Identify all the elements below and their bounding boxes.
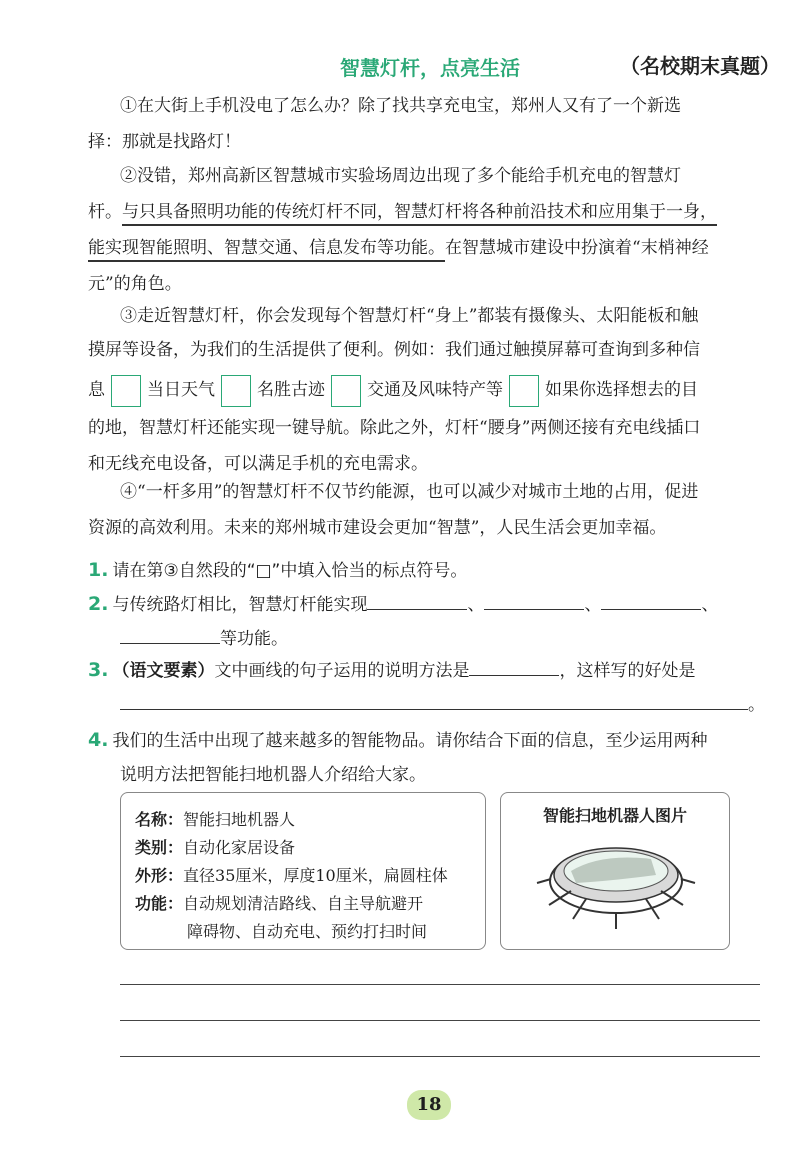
robot-vacuum-icon bbox=[537, 848, 695, 929]
punctuation-box[interactable] bbox=[509, 375, 539, 407]
answer-blank[interactable] bbox=[484, 591, 584, 610]
underlined-sentence: 能实现智能照明、智慧交通、信息发布等功能。 bbox=[88, 238, 445, 262]
question-4 bbox=[88, 726, 707, 751]
question-2 bbox=[88, 590, 718, 615]
text-segment: 在智慧城市建设中扮演着“末梢神经 bbox=[445, 238, 709, 258]
text-line: 元”的角色。 bbox=[88, 274, 182, 294]
text-line: 和无线充电设备，可以满足手机的充电需求。 bbox=[88, 454, 428, 474]
question-3 bbox=[88, 656, 695, 681]
text-segment: 当日天气 bbox=[147, 380, 215, 400]
info-key: 名称： bbox=[135, 810, 184, 829]
info-value: 直径35厘米，厚度10厘米，扁圆柱体 bbox=[183, 866, 448, 885]
question-text: ，这样写的好处是 bbox=[559, 661, 696, 681]
question-text: 我们的生活中出现了越来越多的智能物品。请你结合下面的信息，至少运用两种 bbox=[112, 731, 708, 751]
info-value: 障碍物、自动充电、预约打扫时间 bbox=[187, 922, 428, 941]
text-line: 摸屏等设备，为我们的生活提供了便利。例如：我们通过触摸屏幕可查询到多种信 bbox=[88, 340, 700, 360]
text-segment: 名胜古迹 bbox=[257, 380, 325, 400]
page-header bbox=[0, 50, 800, 82]
robot-vacuum-illustration bbox=[531, 833, 701, 943]
answer-blank[interactable] bbox=[601, 591, 701, 610]
info-row-function-cont bbox=[187, 919, 427, 942]
separator: 、 bbox=[467, 595, 485, 615]
text-segment: 交通及风味特产等 bbox=[367, 380, 503, 400]
question-number: 2. bbox=[88, 593, 109, 615]
separator: 、 bbox=[584, 595, 602, 615]
question-number: 4. bbox=[88, 729, 109, 751]
text-segment: 如果你选择想去的目 bbox=[545, 380, 698, 400]
answer-blank[interactable] bbox=[469, 657, 559, 676]
text-line: ③走近智慧灯杆，你会发现每个智慧灯杆“身上”都装有摄像头、太阳能板和触 bbox=[120, 306, 699, 326]
paragraph-4 bbox=[88, 474, 760, 554]
question-text: 文中画线的句子运用的说明方法是 bbox=[214, 661, 470, 681]
writing-line[interactable] bbox=[120, 1020, 760, 1021]
question-number: 1. bbox=[88, 559, 109, 581]
info-value: 智能扫地机器人 bbox=[183, 810, 296, 829]
page-number: 18 bbox=[407, 1090, 451, 1120]
text-line: ①在大街上手机没电了怎么办？除了找共享充电宝，郑州人又有了一个新选 bbox=[120, 96, 681, 116]
paragraph-3 bbox=[88, 298, 760, 478]
text-line bbox=[88, 370, 698, 410]
robot-info-card bbox=[120, 792, 486, 950]
question-tag: （语文要素） bbox=[112, 661, 215, 681]
info-key: 类别： bbox=[135, 838, 184, 857]
text-segment: 息 bbox=[88, 380, 105, 400]
text-line bbox=[88, 230, 709, 266]
separator: 、 bbox=[701, 595, 719, 615]
punctuation-box[interactable] bbox=[111, 375, 141, 407]
robot-image-card bbox=[500, 792, 730, 950]
info-row-function bbox=[135, 891, 423, 914]
paragraph-1 bbox=[88, 88, 760, 168]
info-key: 功能： bbox=[135, 894, 184, 913]
question-text: 请在第③自然段的“□”中填入恰当的标点符号。 bbox=[112, 561, 468, 581]
question-tail: 等功能。 bbox=[220, 629, 288, 649]
question-4-cont bbox=[120, 760, 426, 785]
question-3-cont bbox=[120, 690, 765, 715]
source-tag: （名校期末真题） bbox=[620, 54, 780, 78]
image-caption: 智能扫地机器人图片 bbox=[542, 806, 687, 825]
text-line: 资源的高效利用。未来的郑州城市建设会更加“智慧”，人民生活会更加幸福。 bbox=[88, 518, 667, 538]
text-line: 的地，智慧灯杆还能实现一键导航。除此之外，灯杆“腰身”两侧还接有充电线插口 bbox=[88, 418, 701, 438]
question-end: 。 bbox=[748, 695, 765, 715]
punctuation-box[interactable] bbox=[331, 375, 361, 407]
text-line: ②没错，郑州高新区智慧城市实验场周边出现了多个能给手机充电的智慧灯 bbox=[120, 166, 681, 186]
text-segment: 杆。 bbox=[88, 202, 122, 222]
info-value: 自动化家居设备 bbox=[183, 838, 296, 857]
info-row-type bbox=[135, 835, 295, 858]
info-row-shape bbox=[135, 863, 448, 886]
info-row-name bbox=[135, 807, 295, 830]
text-line: ④“一杆多用”的智慧灯杆不仅节约能源，也可以减少对城市土地的占用，促进 bbox=[120, 482, 699, 502]
info-key: 外形： bbox=[135, 866, 184, 885]
paragraph-2 bbox=[88, 158, 760, 308]
writing-line[interactable] bbox=[120, 984, 760, 985]
text-line bbox=[88, 194, 717, 230]
question-1 bbox=[88, 556, 467, 581]
info-value: 自动规划清洁路线、自主导航避开 bbox=[183, 894, 424, 913]
answer-blank[interactable] bbox=[120, 625, 220, 644]
text-line: 择：那就是找路灯！ bbox=[88, 132, 241, 152]
passage-title: 智慧灯杆，点亮生活 bbox=[340, 56, 520, 80]
writing-line[interactable] bbox=[120, 1056, 760, 1057]
question-number: 3. bbox=[88, 659, 109, 681]
answer-blank[interactable] bbox=[120, 691, 748, 710]
question-text: 说明方法把智能扫地机器人介绍给大家。 bbox=[120, 765, 426, 785]
question-2-cont bbox=[120, 624, 288, 649]
underlined-sentence: 与只具备照明功能的传统灯杆不同，智慧灯杆将各种前沿技术和应用集于一身， bbox=[122, 202, 717, 226]
answer-blank[interactable] bbox=[367, 591, 467, 610]
question-text: 与传统路灯相比，智慧灯杆能实现 bbox=[112, 595, 368, 615]
punctuation-box[interactable] bbox=[221, 375, 251, 407]
